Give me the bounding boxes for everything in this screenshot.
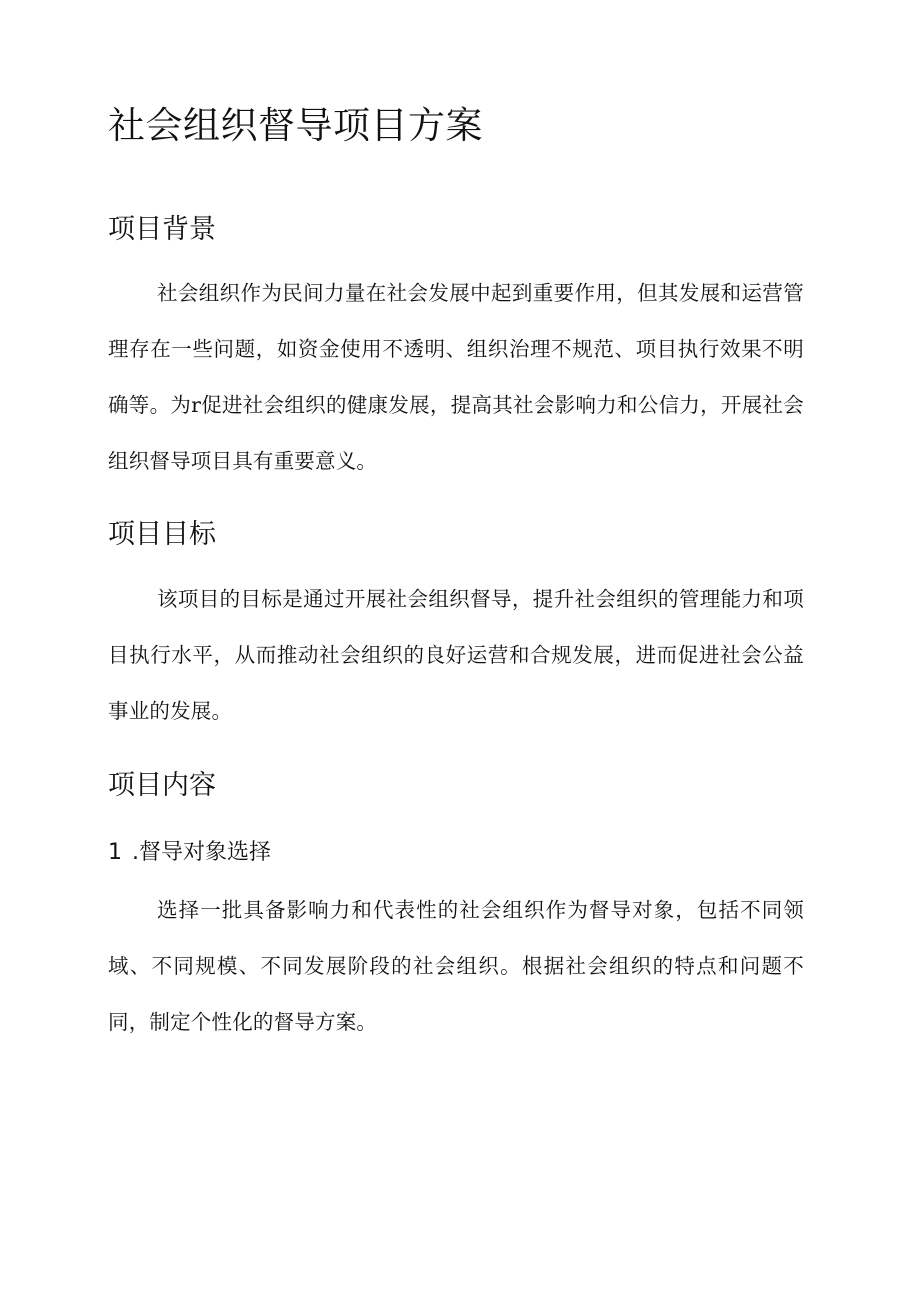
paragraph-goals: 该项目的目标是通过开展社会组织督导，提升社会组织的管理能力和项目执行水平，从而推动社会组织的良好运营和合规发展，进而促进社会公益事业的发展。: [108, 587, 804, 723]
paragraph-target-selection: 选择一批具备影响力和代表性的社会组织作为督导对象，包括不同领域、不同规模、不同发展阶段的社会组织。根据社会组织的特点和问题不同，制定个性化的督导方案。: [108, 898, 804, 1034]
document-title: 社会组织督导项目方案: [108, 104, 483, 147]
paragraph-background: 社会组织作为民间力量在社会发展中起到重要作用，但其发展和运营管理存在一些问题，如资金使用不透明、组织治理不规范、项目执行效果不明确等。为r促进社会组织的健康发展，提高其社会影响力和公信力，开展社会组织督导项目具有重要意义。: [108, 281, 804, 473]
section-heading-background: 项目背景: [108, 214, 216, 245]
section-heading-content: 项目内容: [108, 770, 216, 801]
subsection-heading-target-selection: [108, 837, 271, 869]
subsection-title: .督导对象选择: [132, 840, 271, 865]
subsection-number: 1: [108, 840, 122, 865]
section-heading-goals: 项目目标: [108, 519, 216, 550]
